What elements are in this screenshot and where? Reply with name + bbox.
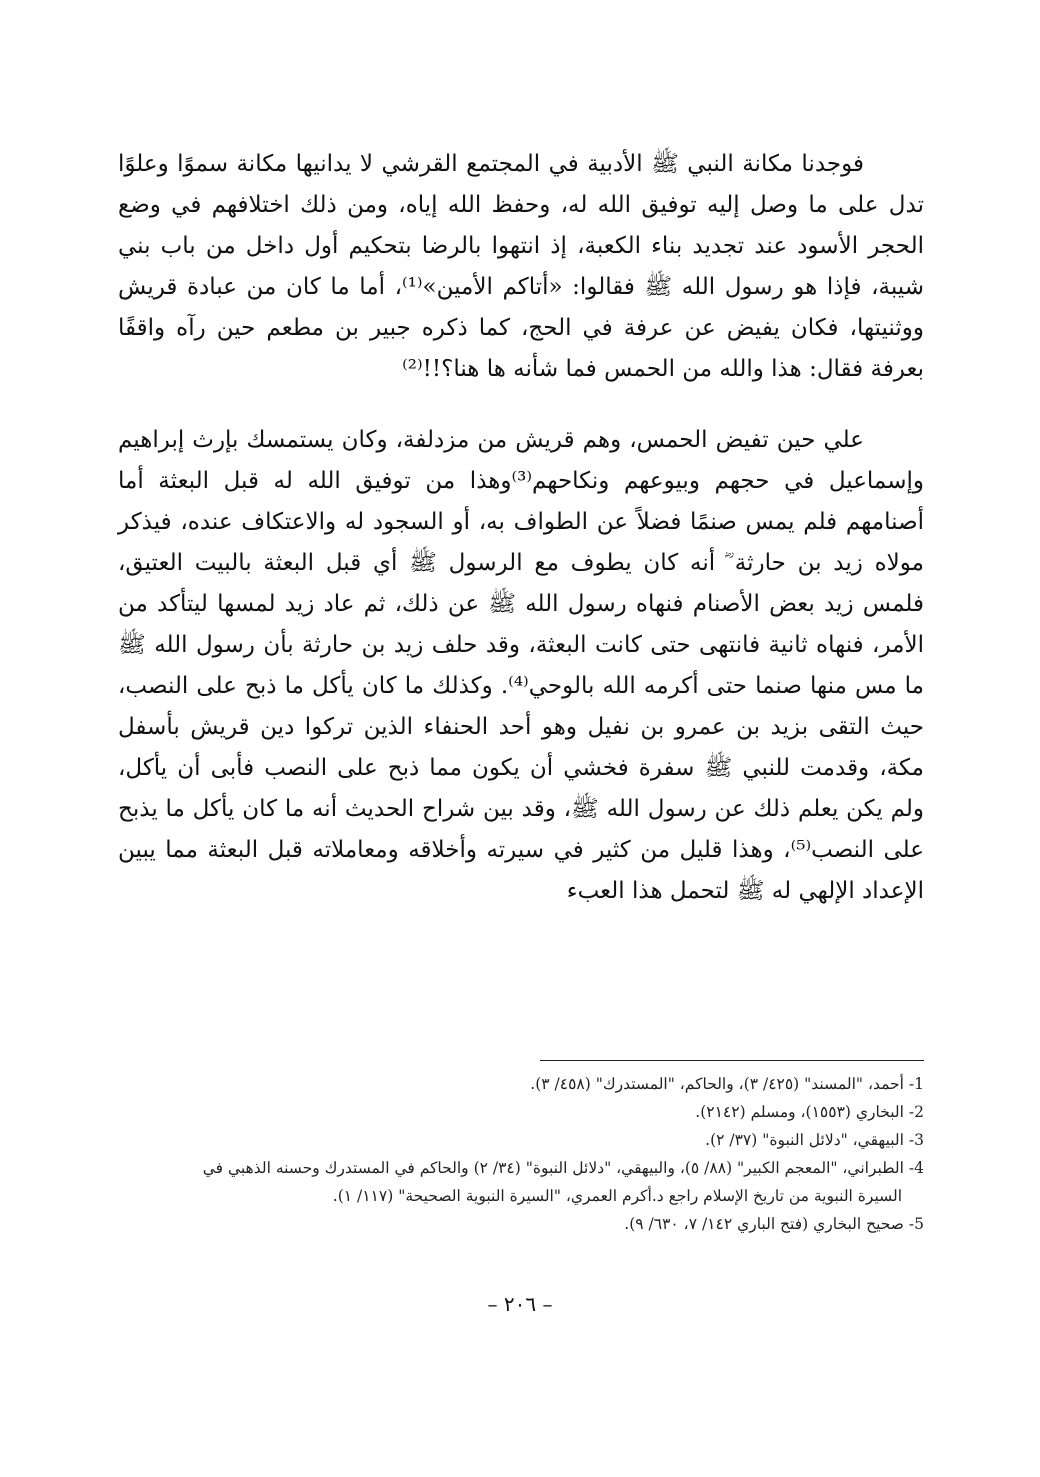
page-number: – ٢٠٦ – [487, 1292, 553, 1316]
main-text [118, 144, 924, 912]
footnotes [118, 1070, 924, 1238]
footnote-4: 4- الطبراني، "المعجم الكبير" (٨٨/ ٥)، والبيهقي، "دلائل النبوة" (٣٤/ ٢) والحاكم في المستدرك وحسنه الذهبي في [202, 1159, 924, 1177]
footnote-5: 5- صحيح البخاري (فتح الباري ١٤٢/ ٧، ٦٣٠/ ٩). [624, 1215, 924, 1233]
footnote-2: 2- البخاري (١٥٥٣)، ومسلم (٢١٤٢). [695, 1103, 924, 1121]
footnote-divider [540, 1060, 924, 1061]
footnote-1: 1- أحمد، "المسند" (٤٢٥/ ٣)، والحاكم، "المستدرك" (٤٥٨/ ٣). [530, 1075, 924, 1093]
paragraph-1: فوجدنا مكانة النبي ﷺ الأدبية في المجتمع القرشي لا يدانيها مكانة سموًا وعلوًا تدل على ما وصل إليه توفيق الله له، وحفظ الله إياه، ومن ذلك اختلافهم في وضع الحجر الأسود عند تجديد بناء الكعبة، إذ انتهوا بالرضا بتحكيم أول داخل من باب بني شيبة، فإذا هو رسول الله ﷺ فقالوا: «أتاكم الأمين»⁽¹⁾، أما ما كان من عبادة قريش ووثنيتها، فكان يفيض عن عرفة في الحج، كما ذكره جبير بن مطعم حين رآه واقفًا بعرفة فقال: هذا والله من الحمس فما شأنه ها هنا؟!!⁽²⁾ [118, 151, 924, 382]
paragraph-2: علي حين تفيض الحمس، وهم قريش من مزدلفة، وكان يستمسك بإرث إبراهيم وإسماعيل في حجهم وبيوعهم ونكاحهم⁽³⁾وهذا من توفيق الله له قبل البعثة أما أصنامهم فلم يمس صنمًا فضلاً عن الطواف به، أو السجود له والاعتكاف عنده، فيذكر مولاه زيد بن حارثة ؓ أنه كان يطوف مع الرسول ﷺ أي قبل البعثة بالبيت العتيق، فلمس زيد بعض الأصنام فنهاه رسول الله ﷺ عن ذلك، ثم عاد زيد لمسها ليتأكد من الأمر، فنهاه ثانية فانتهى حتى كانت البعثة، وقد حلف زيد بن حارثة بأن رسول الله ﷺ ما مس منها صنما حتى أكرمه الله بالوحي⁽⁴⁾. وكذلك ما كان يأكل ما ذبح على النصب، حيث التقى بزيد بن عمرو بن نفيل وهو أحد الحنفاء الذين تركوا دين قريش بأسفل مكة، وقدمت للنبي ﷺ سفرة فخشي أن يكون مما ذبح على النصب فأبى أن يأكل، ولم يكن يعلم ذلك عن رسول الله ﷺ، وقد بين شراح الحديث أنه ما كان يأكل ما يذبح على النصب⁽⁵⁾، وهذا قليل من كثير في سيرته وأخلاقه ومعاملاته قبل البعثة مما يبين الإعداد الإلهي له ﷺ لتحمل هذا العبء [118, 427, 925, 904]
footnote-4-continued: السيرة النبوية من تاريخ الإسلام راجع د.أكرم العمري، "السيرة النبوية الصحيحة" (١١٧/ ١). [332, 1187, 902, 1205]
footnote-3: 3- البيهقي، "دلائل النبوة" (٣٧/ ٢). [705, 1131, 924, 1149]
